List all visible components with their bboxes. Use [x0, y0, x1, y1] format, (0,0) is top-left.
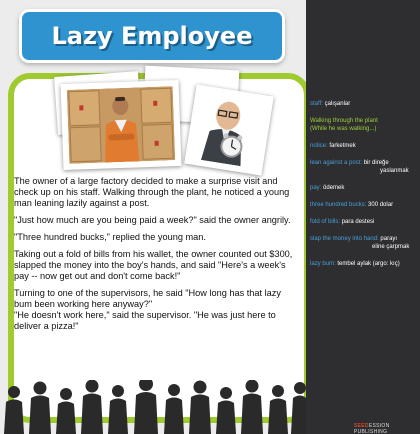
story-text	[14, 176, 296, 332]
young-man-illustration	[67, 86, 176, 164]
vocab-translation: farketmek	[329, 143, 356, 149]
story-paragraph-3: "Three hundred bucks," replied the young man.	[14, 232, 206, 242]
vocab-item	[310, 117, 418, 133]
publisher-brand-rest: ESSION	[368, 423, 390, 429]
vocab-term: lean against a post	[310, 160, 361, 166]
vocab-term: three hundred bucks	[310, 202, 365, 208]
vocab-term-note: (While he was walking...)	[310, 126, 377, 132]
photo-boss	[184, 84, 274, 175]
story-paragraph-4: Taking out a fold of bills from his wallet, the owner counted out $300, slapped the money into the boy's hands, and said "Here's a week's pay -- now get out and don't come back!"	[14, 249, 293, 281]
vocab-term: slap the money into hand	[310, 236, 378, 242]
photo-young-man	[61, 80, 182, 170]
page-title: Lazy Employee	[51, 22, 253, 50]
publisher-suffix: PUBLISHING	[354, 429, 388, 434]
vocab-translation: para destesi	[341, 219, 375, 225]
story-paragraph-1: The owner of a large factory decided to make a surprise visit and check up on his staff. Walking through the plant, he noticed a young man leaning lazily against a post.	[14, 176, 290, 208]
vocab-item: pay: ödemek	[310, 185, 345, 191]
vocab-item: notice: farketmek	[310, 143, 356, 149]
vocab-translation: parayı	[380, 236, 398, 242]
publisher-brand: SEED	[354, 423, 369, 429]
vocab-term: fold of bills	[310, 219, 339, 225]
vocab-item: staff: çalışanlar	[310, 101, 351, 107]
publisher-logo	[354, 423, 420, 434]
boss-with-clock-illustration	[191, 91, 267, 168]
vocab-translation: çalışanlar	[324, 101, 351, 107]
vocab-item: fold of bills: para destesi	[310, 219, 375, 225]
vocab-translation: 300 dolar	[368, 202, 394, 208]
vocab-translation: ödemek	[323, 185, 345, 191]
story-paragraph-5b: "He doesn't work here," said the supervisor. "He was just here to deliver a pizza!"	[14, 310, 276, 331]
story-paragraph-2: "Just how much are you being paid a week?" said the owner angrily.	[14, 215, 291, 225]
vocab-translation-cont: yaslanmak	[380, 168, 409, 174]
vocab-term: notice	[310, 143, 327, 149]
vocab-term: pay	[310, 185, 320, 191]
vocab-term: lazy bum	[310, 261, 335, 267]
crowd-silhouette	[0, 380, 306, 434]
vocab-item: slap the money into hand: parayı eline çarpmak	[310, 235, 418, 251]
vocabulary-list	[310, 100, 418, 277]
vocab-item: lazy bum: tembel aylak (argo: kıç)	[310, 261, 400, 267]
vocab-term: Walking through the plant	[310, 118, 378, 124]
title-banner	[22, 12, 282, 60]
vocab-translation-cont: eline çarpmak	[372, 244, 410, 250]
vocab-item: lean against a post: bir direğe yaslanmak	[310, 159, 418, 175]
vocab-translation: bir direğe	[363, 160, 389, 166]
vocab-term: staff	[310, 101, 322, 107]
vocab-translation: tembel aylak (argo: kıç)	[337, 261, 400, 267]
vocab-item: three hundred bucks: 300 dolar	[310, 202, 394, 208]
story-paragraph-5a: Turning to one of the supervisors, he said "How long has that lazy bum been working here anyway?"	[14, 288, 281, 309]
